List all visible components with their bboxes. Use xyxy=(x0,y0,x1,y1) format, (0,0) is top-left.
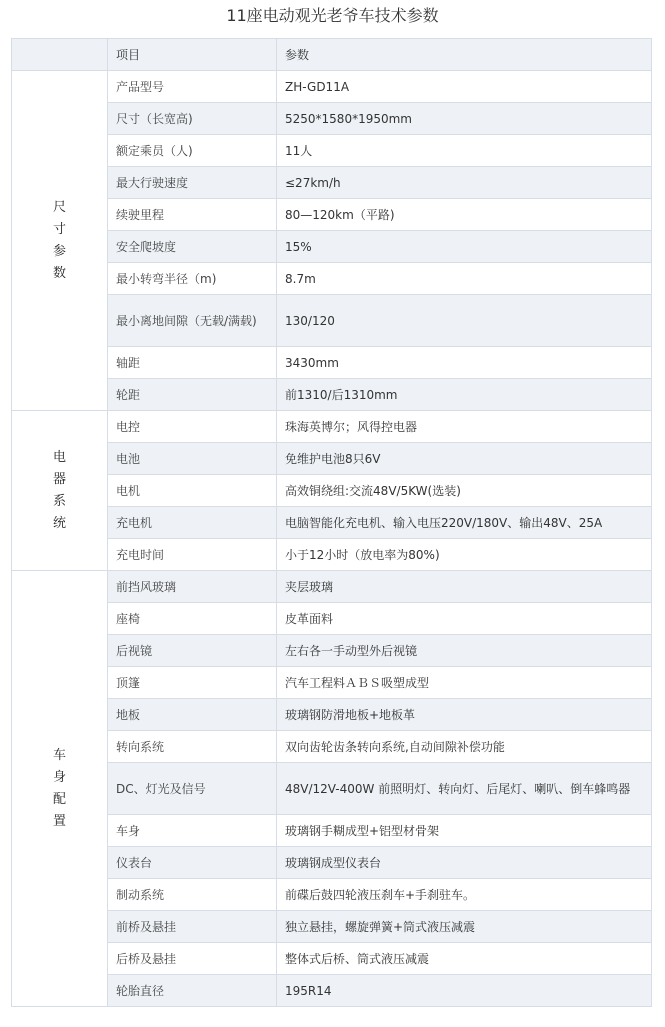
table-row xyxy=(12,943,652,975)
row-item: 制动系统 xyxy=(108,879,277,911)
table-row xyxy=(12,295,652,347)
row-value: 整体式后桥、筒式液压减震 xyxy=(277,943,652,975)
page-title: 11座电动观光老爷车技术参数 xyxy=(226,6,439,25)
row-value: 皮革面料 xyxy=(277,603,652,635)
row-item: 后视镜 xyxy=(108,635,277,667)
row-value: 电脑智能化充电机、输入电压220V/180V、输出48V、25A xyxy=(277,507,652,539)
row-value: 15% xyxy=(277,231,652,263)
row-item: 车身 xyxy=(108,815,277,847)
table-row xyxy=(12,879,652,911)
row-item: DC、灯光及信号 xyxy=(108,763,277,815)
table-row xyxy=(12,231,652,263)
table-row xyxy=(12,911,652,943)
header-blank xyxy=(12,39,108,71)
row-value: 珠海英博尔；风得控电器 xyxy=(277,411,652,443)
row-item: 地板 xyxy=(108,699,277,731)
row-value: 汽车工程料ＡＢＳ吸塑成型 xyxy=(277,667,652,699)
row-value: 195R14 xyxy=(277,975,652,1007)
table-row xyxy=(12,635,652,667)
row-item: 转向系统 xyxy=(108,731,277,763)
spec-table xyxy=(11,38,652,1007)
table-row xyxy=(12,975,652,1007)
row-item: 额定乘员（人) xyxy=(108,135,277,167)
table-header-row xyxy=(12,39,652,71)
row-value: 独立悬挂，螺旋弹簧+筒式液压减震 xyxy=(277,911,652,943)
table-row xyxy=(12,667,652,699)
category-electrical: 电 器 系 统 xyxy=(12,411,108,571)
row-value: 80—120km（平路) xyxy=(277,199,652,231)
row-item: 安全爬坡度 xyxy=(108,231,277,263)
table-row xyxy=(12,167,652,199)
table-row xyxy=(12,443,652,475)
row-value: 双向齿轮齿条转向系统,自动间隙补偿功能 xyxy=(277,731,652,763)
row-item: 座椅 xyxy=(108,603,277,635)
row-value: 玻璃钢防滑地板+地板革 xyxy=(277,699,652,731)
row-item: 电控 xyxy=(108,411,277,443)
row-item: 仪表台 xyxy=(108,847,277,879)
row-item: 续驶里程 xyxy=(108,199,277,231)
row-value: 玻璃钢手糊成型+铝型材骨架 xyxy=(277,815,652,847)
row-item: 后桥及悬挂 xyxy=(108,943,277,975)
row-item: 轮距 xyxy=(108,379,277,411)
table-row xyxy=(12,731,652,763)
table-row xyxy=(12,411,652,443)
table-row xyxy=(12,571,652,603)
row-value: 玻璃钢成型仪表台 xyxy=(277,847,652,879)
row-value: 高效铜绕组:交流48V/5KW(选装) xyxy=(277,475,652,507)
row-value: 48V/12V-400W 前照明灯、转向灯、后尾灯、喇叭、倒车蜂鸣器 xyxy=(277,763,652,815)
row-item: 前挡风玻璃 xyxy=(108,571,277,603)
row-value: 前1310/后1310mm xyxy=(277,379,652,411)
row-value: 8.7m xyxy=(277,263,652,295)
row-value: 5250*1580*1950mm xyxy=(277,103,652,135)
row-value: 11人 xyxy=(277,135,652,167)
table-row xyxy=(12,847,652,879)
category-body: 车 身 配 置 xyxy=(12,571,108,1007)
table-row xyxy=(12,379,652,411)
table-row xyxy=(12,699,652,731)
row-item: 轮胎直径 xyxy=(108,975,277,1007)
table-row xyxy=(12,263,652,295)
row-item: 产品型号 xyxy=(108,71,277,103)
table-row xyxy=(12,199,652,231)
table-row xyxy=(12,603,652,635)
row-item: 充电时间 xyxy=(108,539,277,571)
row-item: 轴距 xyxy=(108,347,277,379)
table-row xyxy=(12,347,652,379)
row-item: 前桥及悬挂 xyxy=(108,911,277,943)
row-value: 前碟后鼓四轮液压刹车+手刹驻车。 xyxy=(277,879,652,911)
row-item: 最小离地间隙（无载/满载) xyxy=(108,295,277,347)
row-value: ≤27km/h xyxy=(277,167,652,199)
category-size: 尺 寸 参 数 xyxy=(12,71,108,411)
table-row xyxy=(12,475,652,507)
table-row xyxy=(12,539,652,571)
table-row xyxy=(12,507,652,539)
row-value: 免维护电池8只6V xyxy=(277,443,652,475)
table-row xyxy=(12,71,652,103)
table-row xyxy=(12,763,652,815)
row-value: 小于12小时（放电率为80%) xyxy=(277,539,652,571)
row-value: 夹层玻璃 xyxy=(277,571,652,603)
row-item: 电池 xyxy=(108,443,277,475)
row-item: 尺寸（长宽高) xyxy=(108,103,277,135)
table-row xyxy=(12,815,652,847)
row-value: 左右各一手动型外后视镜 xyxy=(277,635,652,667)
row-item: 最小转弯半径（m) xyxy=(108,263,277,295)
row-item: 电机 xyxy=(108,475,277,507)
table-row xyxy=(12,135,652,167)
row-item: 充电机 xyxy=(108,507,277,539)
header-value: 参数 xyxy=(277,39,652,71)
header-item: 项目 xyxy=(108,39,277,71)
row-value: 3430mm xyxy=(277,347,652,379)
row-item: 最大行驶速度 xyxy=(108,167,277,199)
row-value: 130/120 xyxy=(277,295,652,347)
table-row xyxy=(12,103,652,135)
row-item: 顶篷 xyxy=(108,667,277,699)
row-value: ZH-GD11A xyxy=(277,71,652,103)
